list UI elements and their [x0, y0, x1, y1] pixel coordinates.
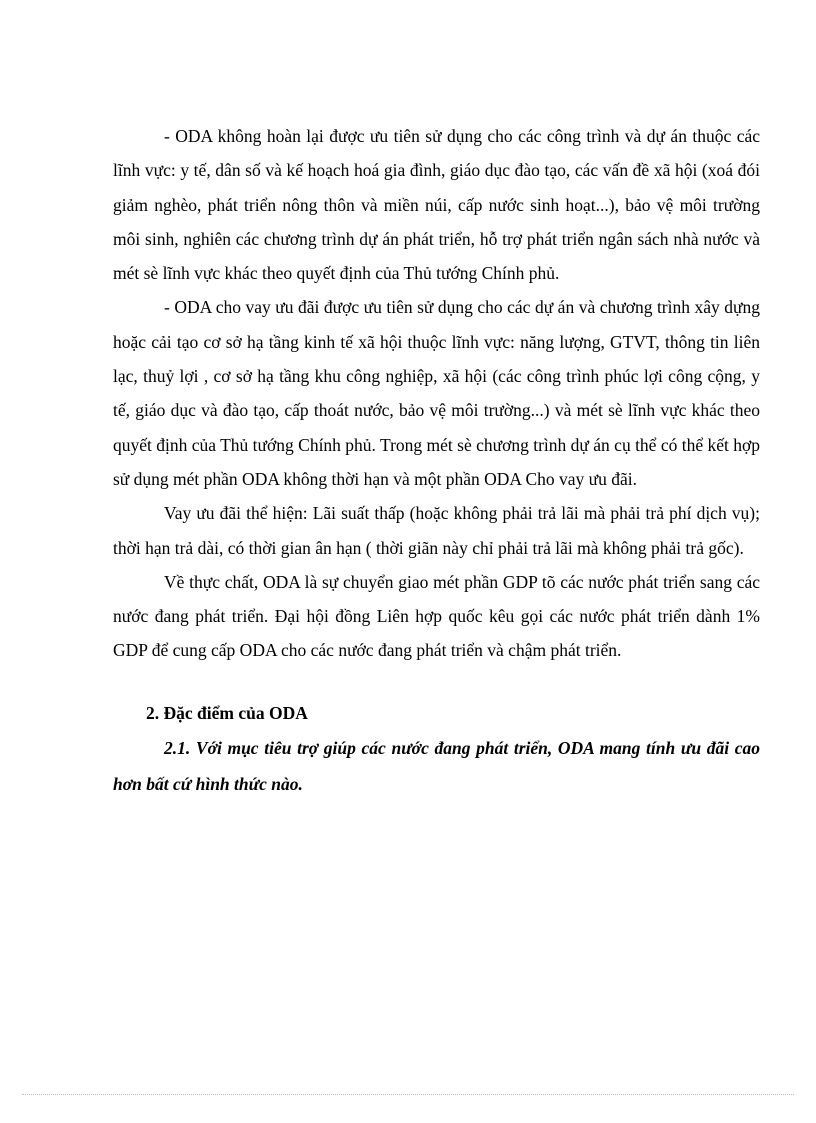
- paragraph-oda-loan: - ODA cho vay ưu đãi được ưu tiên sử dụng cho các dự án và chương trình xây dựng hoặc cải tạo cơ sở hạ tầng kinh tế xã hội thuộc lĩnh vực: năng lượng, GTVT, thông tin liên lạc, thuỷ lợi , cơ sở hạ tầng khu công nghiệp, xã hội (các công trình phúc lợi công cộng, y tế, giáo dục và đào tạo, cấp thoát nước, bảo vệ môi trường...) và mét sè lĩnh vực khác theo quyết định của Thủ tướng Chính phủ. Trong mét sè chương trình dự án cụ thể có thể kết hợp sử dụng mét phần ODA không thời hạn và một phần ODA Cho vay ưu đãi.: [113, 297, 760, 489]
- page-bottom-rule: [22, 1094, 794, 1095]
- document-page: [113, 119, 760, 802]
- paragraph-oda-essence: Về thực chất, ODA là sự chuyển giao mét phần GDP tõ các nước phát triển sang các nước đang phát triển. Đại hội đồng Liên hợp quốc kêu gọi các nước phát triển dành 1% GDP để cung cấp ODA cho các nước đang phát triển và chậm phát triển.: [113, 571, 760, 661]
- section-heading: 2. Đặc điểm của ODA: [146, 702, 308, 723]
- paragraph-concessional-loan: Vay ưu đãi thể hiện: Lãi suất thấp (hoặc không phải trả lãi mà phải trả phí dịch vụ); thời hạn trả dài, có thời gian ân hạn ( thời giãn này chỉ phải trả lãi mà không phải trả gốc).: [113, 503, 760, 558]
- subsection-heading: 2.1. Với mục tiêu trợ giúp các nước đang phát triển, ODA mang tính ưu đãi cao hơn bất cứ hình thức nào.: [113, 737, 760, 794]
- paragraph-oda-grant: - ODA không hoàn lại được ưu tiên sử dụng cho các công trình và dự án thuộc các lĩnh vực: y tế, dân số và kế hoạch hoá gia đình, giáo dục đào tạo, các vấn đề xã hội (xoá đói giảm nghèo, phát triển nông thôn và miền núi, cấp nước sinh hoạt...), bảo vệ môi trường môi sinh, nghiên các chương trình dự án phát triển, hỗ trợ phát triển ngân sách nhà nước và mét sè lĩnh vực khác theo quyết định của Thủ tướng Chính phủ.: [113, 126, 760, 284]
